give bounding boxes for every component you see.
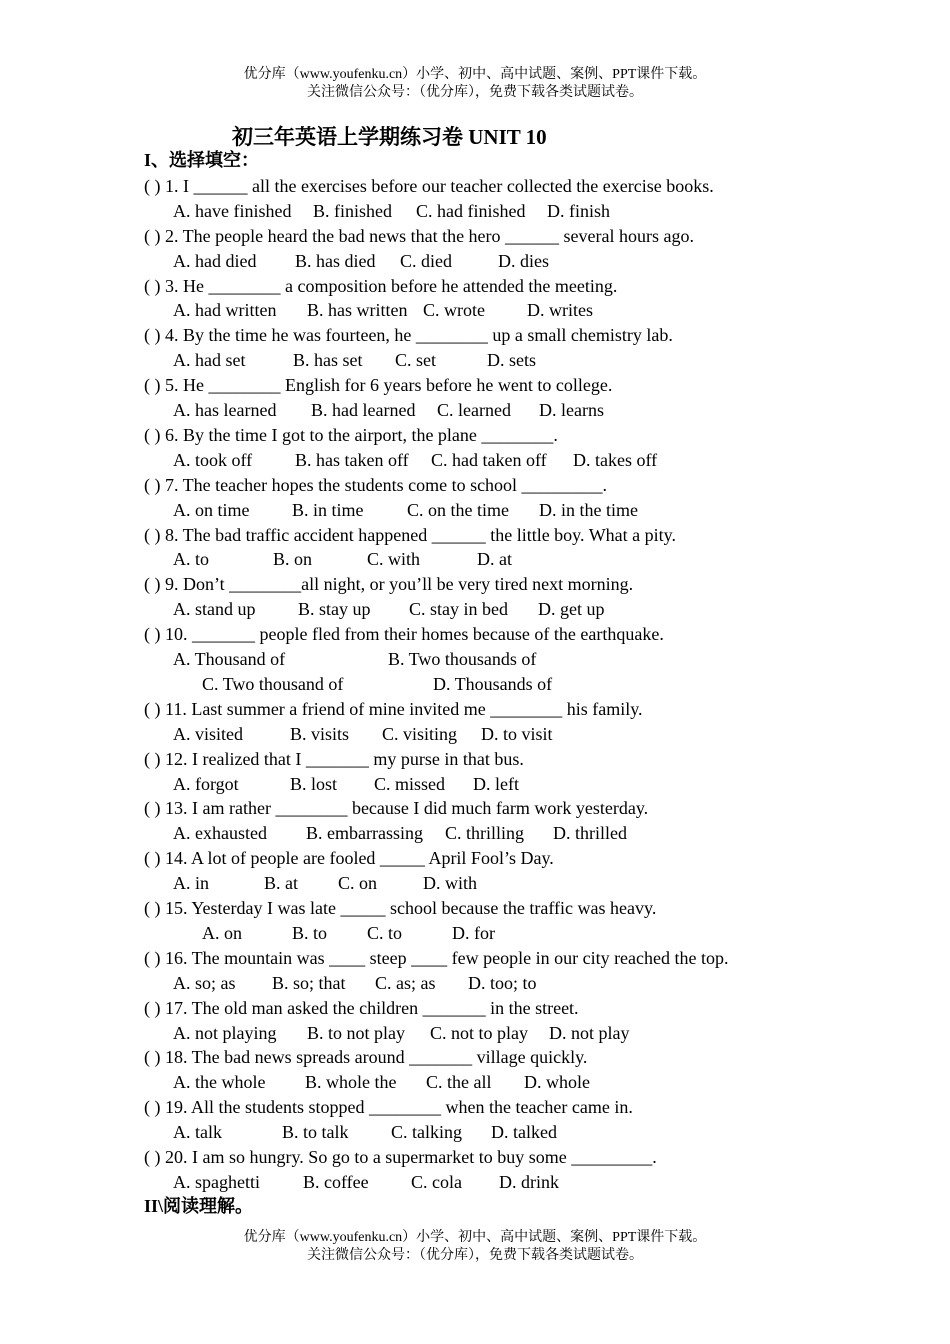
answer-options <box>144 348 924 373</box>
answer-option: C. on <box>338 873 378 894</box>
question-item <box>144 423 924 473</box>
answer-options <box>144 1120 924 1145</box>
question-stem: ( ) 10. _______ people fled from their homes because of the earthquake. <box>144 624 664 645</box>
answer-option: D. for <box>452 922 495 943</box>
question-item <box>144 747 924 797</box>
answer-option: C. talking <box>391 1122 462 1143</box>
answer-option: D. whole <box>524 1072 590 1093</box>
question-list <box>144 174 924 1195</box>
answer-option: B. at <box>264 873 298 894</box>
answer-option: B. has set <box>293 350 363 371</box>
question-stem: ( ) 18. The bad news spreads around _______ village quickly. <box>144 1047 588 1068</box>
answer-option: A. talk <box>173 1122 222 1143</box>
question-item <box>144 1145 924 1195</box>
answer-option: C. stay in bed <box>409 599 508 620</box>
question-item <box>144 572 924 622</box>
header-line-2: 关注微信公众号：（优分库），免费下载各类试题试卷。 <box>307 85 643 100</box>
question-stem: ( ) 2. The people heard the bad news that the hero ______ several hours ago. <box>144 225 694 246</box>
answer-option: D. dies <box>498 250 549 271</box>
answer-option: A. forgot <box>173 773 239 794</box>
answer-option: D. at <box>477 549 512 570</box>
answer-options <box>144 722 924 747</box>
question-item <box>144 622 924 697</box>
answer-option: B. to <box>292 922 328 943</box>
answer-option: C. died <box>400 250 452 271</box>
header-line-1: 优分库（www.youfenku.cn）小学、初中、高中试题、案例、PPT课件下载。 <box>243 67 707 82</box>
answer-options <box>144 772 924 797</box>
question-stem: ( ) 8. The bad traffic accident happened ______ the little boy. What a pity. <box>144 524 676 545</box>
answer-options <box>144 871 924 896</box>
answer-option: A. the whole <box>173 1072 266 1093</box>
answer-options <box>144 1021 924 1046</box>
answer-option: C. wrote <box>423 300 485 321</box>
answer-option: C. with <box>367 549 421 570</box>
answer-option: B. had learned <box>311 400 416 421</box>
answer-option: C. to <box>367 922 403 943</box>
answer-option: C. as; as <box>375 972 436 993</box>
answer-option: B. embarrassing <box>306 823 423 844</box>
question-stem: ( ) 19. All the students stopped ________ when the teacher came in. <box>144 1097 633 1118</box>
answer-option: C. cola <box>411 1171 462 1192</box>
question-item <box>144 323 924 373</box>
question-stem: ( ) 14. A lot of people are fooled _____ April Fool’s Day. <box>144 848 554 869</box>
answer-option: C. thrilling <box>445 823 525 844</box>
question-stem: ( ) 13. I am rather ________ because I did much farm work yesterday. <box>144 798 649 819</box>
question-item <box>144 224 924 274</box>
answer-option: A. stand up <box>173 599 256 620</box>
answer-options <box>144 398 924 423</box>
answer-option: C. had finished <box>416 200 526 221</box>
question-item <box>144 697 924 747</box>
section-1-heading: I、选择填空： <box>144 150 260 170</box>
footer-line-1: 优分库（www.youfenku.cn）小学、初中、高中试题、案例、PPT课件下载。 <box>243 1230 707 1245</box>
question-stem: ( ) 9. Don’t ________all night, or you’ll be very tired next morning. <box>144 574 634 595</box>
answer-option: B. in time <box>292 499 364 520</box>
answer-option: A. spaghetti <box>173 1171 260 1192</box>
answer-option: D. writes <box>527 300 593 321</box>
answer-option: C. had taken off <box>431 449 547 470</box>
answer-option: A. had set <box>173 350 246 371</box>
question-item <box>144 1045 924 1095</box>
question-item <box>144 473 924 523</box>
footer-line-2: 关注微信公众号：（优分库），免费下载各类试题试卷。 <box>307 1248 643 1263</box>
question-stem: ( ) 20. I am so hungry. So go to a supermarket to buy some _________. <box>144 1147 657 1168</box>
page-header <box>0 66 950 102</box>
answer-option: D. takes off <box>573 449 658 470</box>
answer-option: A. on time <box>173 499 250 520</box>
answer-option: C. the all <box>426 1072 492 1093</box>
answer-option: A. has learned <box>173 400 277 421</box>
answer-option: B. so; that <box>272 972 346 993</box>
answer-option: D. not play <box>549 1022 630 1043</box>
answer-option: D. get up <box>538 599 605 620</box>
question-item <box>144 373 924 423</box>
answer-option: C. not to play <box>430 1022 528 1043</box>
answer-option: D. learns <box>539 400 604 421</box>
question-stem: ( ) 1. I ______ all the exercises before our teacher collected the exercise books. <box>144 176 714 196</box>
answer-option: B. visits <box>290 723 350 744</box>
answer-option: D. too; to <box>468 972 537 993</box>
answer-options <box>144 597 924 622</box>
answer-option: C. set <box>395 350 437 371</box>
question-stem: ( ) 17. The old man asked the children _______ in the street. <box>144 997 579 1018</box>
answer-option: A. on <box>202 922 242 943</box>
question-stem: ( ) 11. Last summer a friend of mine invited me ________ his family. <box>144 698 643 719</box>
answer-option: D. thrilled <box>553 823 627 844</box>
question-item <box>144 1095 924 1145</box>
answer-option: B. finished <box>313 200 392 221</box>
answer-option: D. left <box>473 773 519 794</box>
answer-option: C. learned <box>437 400 511 421</box>
answer-options <box>144 672 924 697</box>
question-item <box>144 523 924 573</box>
answer-option: D. to visit <box>481 723 553 744</box>
answer-option: B. on <box>273 549 313 570</box>
answer-option: D. in the time <box>539 499 638 520</box>
question-item <box>144 896 924 946</box>
answer-options <box>144 647 924 672</box>
question-stem: ( ) 4. By the time he was fourteen, he ________ up a small chemistry lab. <box>144 325 673 346</box>
answer-option: D. talked <box>491 1122 557 1143</box>
question-stem: ( ) 7. The teacher hopes the students come to school _________. <box>144 474 608 495</box>
question-item <box>144 996 924 1046</box>
answer-option: B. lost <box>290 773 338 794</box>
answer-options <box>144 298 924 323</box>
question-stem: ( ) 15. Yesterday I was late _____ school because the traffic was heavy. <box>144 898 657 919</box>
answer-option: B. to not play <box>307 1022 405 1043</box>
answer-option: B. coffee <box>303 1171 369 1192</box>
answer-option: B. whole the <box>305 1072 397 1093</box>
answer-option: A. took off <box>173 449 253 470</box>
answer-options <box>144 1170 924 1195</box>
answer-options <box>144 199 924 224</box>
answer-option: D. with <box>423 873 477 894</box>
answer-option: C. visiting <box>382 723 458 744</box>
question-stem: ( ) 16. The mountain was ____ steep ____ few people in our city reached the top. <box>144 947 729 968</box>
page-footer <box>0 1229 950 1265</box>
answer-option: A. had written <box>173 300 277 321</box>
question-item <box>144 796 924 846</box>
answer-option: A. to <box>173 549 209 570</box>
answer-option: C. missed <box>374 773 446 794</box>
question-stem: ( ) 3. He ________ a composition before he attended the meeting. <box>144 275 618 296</box>
answer-option: B. has taken off <box>295 449 409 470</box>
answer-options <box>144 971 924 996</box>
answer-option: A. so; as <box>173 972 236 993</box>
answer-options <box>144 921 924 946</box>
answer-options <box>144 249 924 274</box>
question-item <box>144 846 924 896</box>
question-item <box>144 174 924 224</box>
answer-option: B. Two thousands of <box>388 649 537 670</box>
answer-option: A. exhausted <box>173 823 267 844</box>
answer-option: D. Thousands of <box>433 673 553 694</box>
answer-option: A. not playing <box>173 1022 277 1043</box>
answer-option: B. has written <box>307 300 408 321</box>
page-title: 初三年英语上学期练习卷 UNIT 10 <box>232 125 547 149</box>
answer-options <box>144 448 924 473</box>
answer-option: A. visited <box>173 723 243 744</box>
answer-option: D. drink <box>499 1171 559 1192</box>
question-stem: ( ) 12. I realized that I _______ my purse in that bus. <box>144 748 524 769</box>
answer-option: B. has died <box>295 250 376 271</box>
answer-option: B. to talk <box>282 1122 349 1143</box>
answer-options <box>144 547 924 572</box>
answer-options <box>144 1070 924 1095</box>
answer-option: D. finish <box>547 200 610 221</box>
answer-option: A. Thousand of <box>173 649 286 670</box>
answer-option: A. in <box>173 873 209 894</box>
answer-option: D. sets <box>487 350 536 371</box>
answer-option: C. Two thousand of <box>202 673 344 694</box>
question-item <box>144 946 924 996</box>
section-2-heading: II\阅读理解。 <box>144 1196 254 1216</box>
answer-option: C. on the time <box>407 499 509 520</box>
answer-options <box>144 821 924 846</box>
answer-option: B. stay up <box>298 599 371 620</box>
question-stem: ( ) 6. By the time I got to the airport, the plane ________. <box>144 424 558 445</box>
answer-option: A. have finished <box>173 200 292 221</box>
answer-options <box>144 498 924 523</box>
question-item <box>144 274 924 324</box>
answer-option: A. had died <box>173 250 257 271</box>
question-stem: ( ) 5. He ________ English for 6 years before he went to college. <box>144 375 613 396</box>
